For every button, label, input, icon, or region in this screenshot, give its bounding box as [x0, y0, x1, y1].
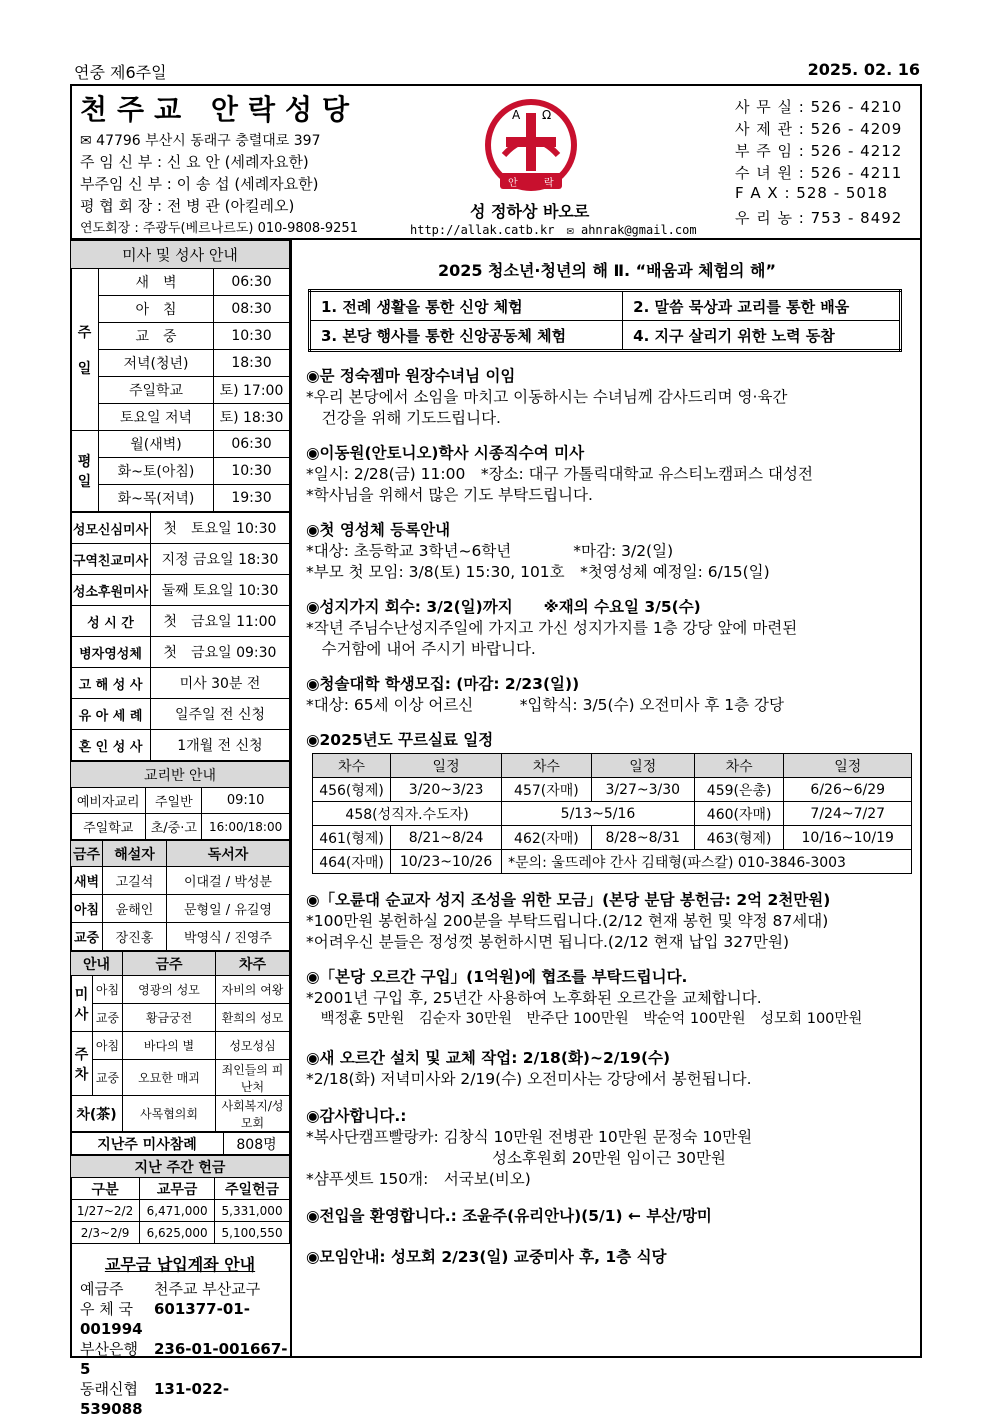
duty-group: 자비의 여왕 — [216, 976, 290, 1004]
offering-duty-table — [70, 951, 290, 1132]
duty-group: 바다의 별 — [123, 1032, 216, 1060]
notice-title: ◉「본당 오르간 구입」(1억원)에 협조를 부탁드립니다. — [306, 968, 688, 986]
mass-name: 토요일 저녁 — [99, 404, 214, 431]
mass-name: 월(새벽) — [99, 431, 214, 458]
account-list — [70, 1279, 290, 1419]
cursillo-header: 일정 — [391, 754, 502, 778]
address: ✉ 47796 부산시 동래구 충렬대로 397 — [80, 133, 321, 149]
duty-group: 사목협의회 — [123, 1096, 216, 1132]
duty-group: 황금궁전 — [123, 1004, 216, 1032]
cursillo-cell: 463(형제) — [694, 826, 784, 850]
notice-line: *일시: 2/28(금) 11:00 *장소: 대구 가톨릭대학교 유스티노캠퍼스 대성전 — [306, 465, 813, 483]
notice-line: 백정훈 5만원 김순자 30만원 반주단 100만원 박순억 100만원 성모회 100만원 — [306, 1011, 863, 1027]
mass-duty-label: 미 사 — [71, 976, 93, 1032]
cursillo-cell: 459(은총) — [694, 778, 784, 802]
sacrament-time: 미사 30분 전 — [151, 668, 290, 699]
cursillo-cell: 457(자매) — [502, 778, 592, 802]
sacrament-time: 일주일 전 신청 — [151, 699, 290, 730]
funeral-chair: 연도회장 : 주광두(베르나르도) 010-9808-9251 — [80, 221, 358, 236]
theme-box — [308, 289, 902, 352]
parish-title: 천주교 안락성당 — [80, 93, 360, 126]
mass-name: 교 중 — [99, 323, 214, 350]
assistant-pastor: 부주임 신 부 : 이 송 섭 (세례자요한) — [80, 175, 319, 193]
phone-office: 사 무 실 : 526 - 4210 — [735, 98, 903, 116]
sacrament-time: 첫 금요일 11:00 — [151, 606, 290, 637]
notice-line: 건강을 위해 기도드립니다. — [306, 409, 501, 427]
contact-links — [410, 221, 697, 238]
tea-duty-label: 차(茶) — [71, 1096, 123, 1132]
theme-item: 3. 본당 행사를 통한 신앙공동체 체험 — [310, 321, 623, 351]
notice-title: ◉「오륜대 순교자 성지 조성을 위한 모금」(본당 분담 봉헌금: 2억 2천만원) — [306, 891, 831, 909]
logo-an: 안 — [508, 178, 518, 189]
mass-time: 토) 18:30 — [214, 404, 290, 431]
lectors: 박영식 / 진영주 — [167, 923, 290, 951]
cursillo-cell: 6/26~6/29 — [784, 778, 912, 802]
collection-table — [70, 1155, 290, 1244]
catechism-title: 교리반 안내 — [71, 762, 290, 788]
account-label: 우 체 국 — [80, 1300, 134, 1318]
cursillo-header: 차수 — [313, 754, 391, 778]
notice-title: ◉모임안내: 성모회 2/23(일) 교중미사 후, 1층 식당 — [306, 1248, 667, 1266]
mass-name: 화~토(아침) — [99, 458, 214, 485]
sacrament-name: 성 시 간 — [71, 606, 151, 637]
sacrament-name: 혼 인 성 사 — [71, 730, 151, 761]
reader-mass: 아침 — [71, 895, 103, 923]
weekday-label: 평 일 — [71, 431, 99, 512]
cursillo-cell: 8/28~8/31 — [591, 826, 694, 850]
class-name: 예비자교리 — [71, 788, 146, 814]
theme-item: 4. 지구 살리기 위한 노력 동참 — [633, 326, 835, 345]
mass-time: 18:30 — [214, 350, 290, 377]
mass-time: 06:30 — [214, 431, 290, 458]
logo-alpha: A — [512, 108, 521, 122]
duty-header: 금주 — [123, 952, 216, 976]
duty-group: 죄인들의 피난처 — [216, 1060, 290, 1096]
notice-line: *부모 첫 모임: 3/8(토) 15:30, 101호 *첫영성체 예정일: 6/15(일) — [306, 563, 770, 581]
cursillo-cell: 460(자매) — [694, 802, 784, 826]
lectors: 문형일 / 유길영 — [167, 895, 290, 923]
website-link[interactable]: http://allak.catb.kr — [410, 223, 555, 237]
attendance-label: 지난주 미사참례 — [71, 1133, 224, 1155]
cursillo-cell: 7/24~7/27 — [784, 802, 912, 826]
cursillo-contact: *문의: 울뜨레야 간사 김태형(파스칼) 010-3846-3003 — [502, 850, 912, 874]
duty-group: 성모성심 — [216, 1032, 290, 1060]
class-group: 주일반 — [146, 788, 202, 814]
notice-line: *대상: 초등학교 3학년~6학년 *마감: 3/2(일) — [306, 542, 674, 560]
mass-name: 저녁(청년) — [99, 350, 214, 377]
pastor: 주 임 신 부 : 신 요 안 (세례자요한) — [80, 153, 309, 171]
sacrament-name: 성모신심미사 — [71, 513, 151, 544]
collection-period: 1/27~2/2 — [71, 1200, 140, 1222]
duty-group: 사회복지/성모회 — [216, 1096, 290, 1132]
sacrament-time: 첫 금요일 09:30 — [151, 637, 290, 668]
notice-line: *작년 주님수난성지주일에 가지고 가신 성지가지를 1층 강당 앞에 마련된 — [306, 619, 798, 637]
class-time: 09:10 — [202, 788, 290, 814]
mass-schedule-table — [70, 240, 290, 512]
cursillo-cell: 10/16~10/19 — [784, 826, 912, 850]
duty-mass: 아침 — [93, 1032, 123, 1060]
notice-title: ◉청솔대학 학생모집: (마감: 2/23(일)) — [306, 675, 580, 693]
cursillo-cell: 464(자매) — [313, 850, 391, 874]
notice-line: *어려우신 분들은 정성껏 봉헌하시면 됩니다.(2/12 현재 납입 327만원) — [306, 933, 790, 951]
left-column — [70, 240, 292, 1418]
mass-time: 10:30 — [214, 458, 290, 485]
account-label: 동래신협 — [80, 1380, 138, 1398]
commentator: 고길석 — [103, 867, 167, 895]
attendance-value: 808명 — [224, 1133, 290, 1155]
bulletin-date: 2025. 02. 16 — [807, 60, 920, 79]
mass-time: 19:30 — [214, 485, 290, 512]
notice-line: *학사님을 위해서 많은 기도 부탁드립니다. — [306, 486, 593, 504]
sunday-label: 주 일 — [71, 269, 99, 431]
notice-line: *2/18(화) 저녁미사와 2/19(수) 오전미사는 강당에서 봉헌됩니다. — [306, 1070, 752, 1088]
duty-group: 영광의 성모 — [123, 976, 216, 1004]
commentator: 장진홍 — [103, 923, 167, 951]
notice-title: ◉새 오르간 설치 및 교체 작업: 2/18(화)~2/19(수) — [306, 1049, 671, 1067]
sacrament-name: 병자영성체 — [71, 637, 151, 668]
collection-sunday: 5,331,000 — [215, 1200, 290, 1222]
phone-fax: F A X : 528 - 5018 — [735, 184, 889, 202]
sacrament-name: 성소후원미사 — [71, 575, 151, 606]
cursillo-cell: 456(형제) — [313, 778, 391, 802]
parish-logo — [482, 95, 580, 195]
notices-2 — [306, 890, 922, 1268]
phone-rectory: 사 제 관 : 526 - 4209 — [735, 120, 903, 138]
reader-mass: 새벽 — [71, 867, 103, 895]
cursillo-header: 차수 — [694, 754, 784, 778]
cursillo-header: 차수 — [502, 754, 592, 778]
mass-name: 주일학교 — [99, 377, 214, 404]
notice-line: 성소후원회 20만원 임이근 30만원 — [306, 1149, 726, 1167]
sacrament-name: 고 해 성 사 — [71, 668, 151, 699]
duty-mass: 아침 — [93, 976, 123, 1004]
mass-name: 새 벽 — [99, 269, 214, 296]
cursillo-header: 일정 — [591, 754, 694, 778]
collection-dues: 6,471,000 — [140, 1200, 215, 1222]
mass-name: 화~목(저녁) — [99, 485, 214, 512]
duty-mass: 교중 — [93, 1060, 123, 1096]
readers-header: 해설자 — [103, 841, 167, 867]
collection-period: 2/3~2/9 — [71, 1222, 140, 1244]
email-link[interactable]: ahnrak@gmail.com — [580, 223, 697, 237]
readers-header: 금주 — [71, 841, 103, 867]
readers-table — [70, 840, 290, 951]
duty-group: 환희의 성모 — [216, 1004, 290, 1032]
notice-title: ◉감사합니다.: — [306, 1107, 407, 1125]
email-icon: ✉ — [566, 223, 574, 237]
collection-dues: 6,625,000 — [140, 1222, 215, 1244]
duty-header: 차주 — [216, 952, 290, 976]
notice-line: 수거함에 내어 주시기 바랍니다. — [306, 640, 536, 658]
phone-urinong: 우 리 농 : 753 - 8492 — [735, 209, 903, 227]
theme-title: 2025 청소년·청년의 해 Ⅱ. “배움과 체험의 해” — [437, 261, 777, 280]
sacrament-name: 구역친교미사 — [71, 544, 151, 575]
notice-title: ◉문 정숙젬마 원장수녀님 이임 — [306, 367, 516, 385]
duty-header: 안내 — [71, 952, 123, 976]
collection-sunday: 5,100,550 — [215, 1222, 290, 1244]
cursillo-cell: 8/21~8/24 — [391, 826, 502, 850]
account-label: 부산은행 — [80, 1340, 138, 1358]
patron-saint: 성 정하상 바오로 — [470, 202, 590, 221]
attendance-table — [70, 1132, 290, 1155]
lectors: 이대걸 / 박성분 — [167, 867, 290, 895]
notice-line: *우리 본당에서 소임을 마치고 이동하시는 수녀님께 감사드리며 영·육간 — [306, 388, 788, 406]
cursillo-title: ◉2025년도 꾸르실료 일정 — [306, 731, 494, 749]
sacrament-time: 둘째 토요일 10:30 — [151, 575, 290, 606]
theme-item: 2. 말씀 묵상과 교리를 통한 배움 — [623, 291, 901, 321]
account-label: 예금주 — [80, 1280, 124, 1298]
mass-name: 아 침 — [99, 296, 214, 323]
account-number: 601377-01-001994 — [80, 1300, 250, 1338]
collection-header: 구분 — [71, 1178, 140, 1200]
collection-header: 교무금 — [140, 1178, 215, 1200]
parking-duty-label: 주 차 — [71, 1032, 93, 1096]
duty-mass: 교중 — [93, 1004, 123, 1032]
cursillo-cell: 461(형제) — [313, 826, 391, 850]
class-group: 초/중·고 — [146, 814, 202, 840]
theme-item: 1. 전례 생활을 통한 신앙 체험 — [310, 291, 623, 321]
notice-line: *2001년 구입 후, 25년간 사용하여 노후화된 오르간을 교체합니다. — [306, 989, 762, 1007]
readers-header: 독서자 — [167, 841, 290, 867]
commentator: 윤해인 — [103, 895, 167, 923]
cursillo-header: 일정 — [784, 754, 912, 778]
collection-title: 지난 주간 헌금 — [71, 1156, 290, 1178]
council-president: 평 협 회 장 : 전 병 관 (아킬레오) — [80, 197, 295, 215]
cursillo-cell: 3/27~3/30 — [591, 778, 694, 802]
cursillo-cell: 3/20~3/23 — [391, 778, 502, 802]
right-column — [292, 240, 922, 1268]
account-number: 131-022-539088 — [80, 1380, 230, 1418]
mass-time: 토) 17:00 — [214, 377, 290, 404]
sacrament-table — [70, 512, 290, 761]
mass-time: 08:30 — [214, 296, 290, 323]
notice-title: ◉성지가지 회수: 3/2(일)까지 ※재의 수요일 3/5(수) — [306, 598, 701, 616]
notice-title: ◉첫 영성체 등록안내 — [306, 521, 451, 539]
duty-group: 오묘한 매괴 — [123, 1060, 216, 1096]
collection-header: 주일헌금 — [215, 1178, 290, 1200]
cursillo-table — [312, 753, 912, 874]
mass-schedule-title: 미사 및 성사 안내 — [71, 241, 290, 269]
sacrament-time: 1개월 전 신청 — [151, 730, 290, 761]
class-time: 16:00/18:00 — [202, 814, 290, 840]
phone-convent: 수 녀 원 : 526 - 4211 — [735, 164, 903, 182]
sacrament-time: 지정 금요일 18:30 — [151, 544, 290, 575]
cursillo-cell: 458(성직자.수도자) — [313, 802, 502, 826]
mass-time: 06:30 — [214, 269, 290, 296]
account-title: 교무금 납입계좌 안내 — [104, 1255, 256, 1274]
logo-rak: 락 — [544, 178, 554, 189]
notice-line: *100만원 봉헌하실 200분을 부탁드립니다.(2/12 현재 봉헌 및 약정 87세대) — [306, 912, 829, 930]
notice-line: *복사단캠프빨랑카: 김창식 10만원 전병관 10만원 문정숙 10만원 — [306, 1128, 753, 1146]
cursillo-cell: 462(자매) — [502, 826, 592, 850]
logo-omega: Ω — [542, 108, 552, 122]
notice-title: ◉이동원(안토니오)학사 시종직수여 미사 — [306, 444, 585, 462]
account-value: 천주교 부산교구 — [154, 1280, 261, 1298]
notice-line: *대상: 65세 이상 어르신 *입학식: 3/5(수) 오전미사 후 1층 강당 — [306, 696, 784, 714]
catechism-table — [70, 761, 290, 840]
notice-line: *샴푸셋트 150개: 서국보(비오) — [306, 1170, 531, 1188]
class-name: 주일학교 — [71, 814, 146, 840]
week-label: 연중 제6주일 — [74, 63, 167, 82]
reader-mass: 교중 — [71, 923, 103, 951]
sacrament-name: 유 아 세 례 — [71, 699, 151, 730]
notices — [306, 366, 922, 751]
notice-title: ◉전입을 환영합니다.: 조윤주(유리안나)(5/1) ← 부산/망미 — [306, 1207, 712, 1225]
mass-time: 10:30 — [214, 323, 290, 350]
sacrament-time: 첫 토요일 10:30 — [151, 513, 290, 544]
account-number: 236-01-001667-5 — [80, 1340, 288, 1378]
phone-assistant: 부 주 임 : 526 - 4212 — [735, 142, 903, 160]
cursillo-cell: 10/23~10/26 — [391, 850, 502, 874]
cursillo-cell: 5/13~5/16 — [502, 802, 695, 826]
